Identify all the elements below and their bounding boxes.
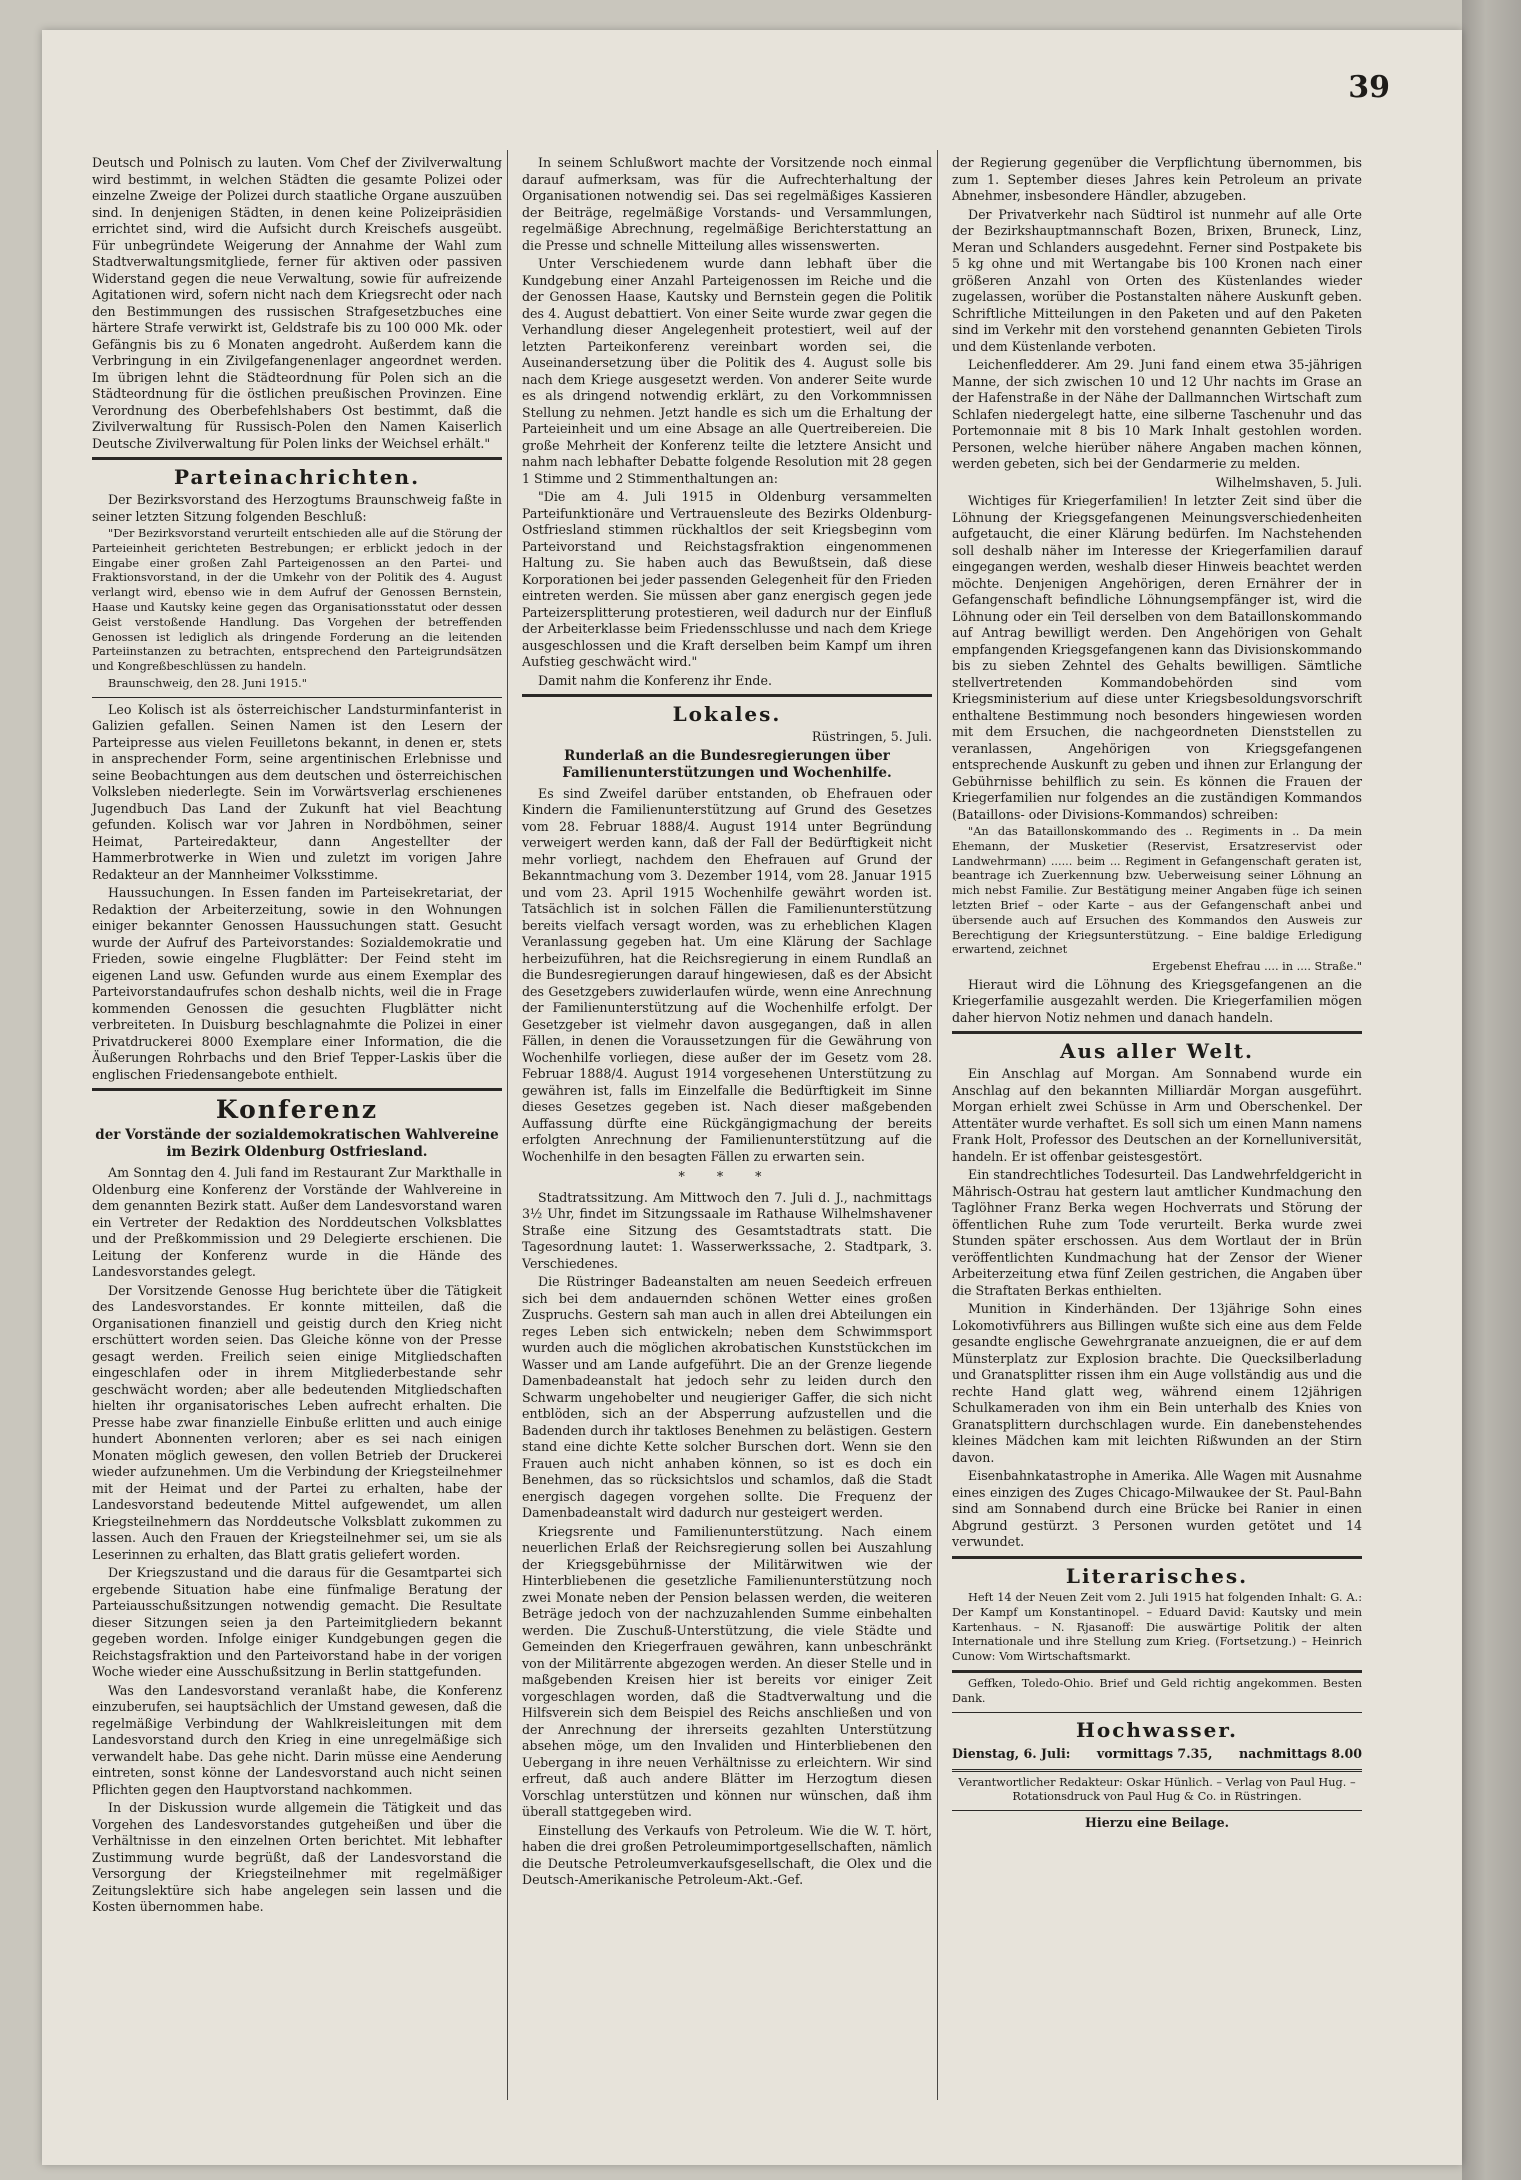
section-rule bbox=[522, 694, 932, 697]
article-text: Die Rüstringer Badeanstalten am neuen Seedeich erfreuen sich bei dem andauernden schönen Wetter eines großen Zuspruchs. Gestern sah man auch in allen drei Abteilungen ein reges Leben sich entwickeln; neben dem Schwimmsport wurden auch die möglichen akrobatischen Kunststückchen im Wasser und am Lande aufgeführt. Die an der Grenze liegende Damenbadeanstalt hat jedoch sehr zu leiden durch den Schwarm ungehobelter und neugieriger Gaffer, die sich nicht entblöden, sich an der Absperrung aufzustellen und die Badenden durch ihr taktloses Benehmen zu belästigen. Gestern stand eine dichte Kette solcher Burschen dort. Wenn sie den Frauen auch nicht anhaben können, so ist es doch ein Benehmen, das so rücksichtslos und schamlos, daß die Stadt energisch dagegen vorgehen sollte. Die Frequenz der Damenbadeanstalt wird dadurch nur gesteigert werden. bbox=[522, 1274, 932, 1520]
section-subheading: Runderlaß an die Bundesregierungen über Familienunterstützungen und Wochenhilfe. bbox=[562, 747, 892, 781]
column-rule bbox=[937, 150, 938, 2100]
article-text: Der Privatverkehr nach Südtirol ist nunmehr auf alle Orte der Bezirkshauptmannschaft Bozen, Brixen, Bruneck, Linz, Meran und Schlanders ausgedehnt. Ferner sind Postpakete bis 5 kg ohne und mit Wertangabe bis 100 Kronen nach einer größeren Anzahl von Orten des Küstenlandes wieder zugelassen, worüber die Postanstalten nähere Auskunft geben. Schriftliche Mitteilungen in den Paketen und auf den Paketen sind im Verkehr mit den vorstehend genannten Gebieten Tirols und dem Küstenlande verboten. bbox=[952, 206, 1362, 354]
article-quote: "An das Bataillonskommando des .. Regiments in .. Da mein Ehemann, der Musketier (Reservist, Ersatzreservist oder Landwehrmann) ...... beim ... Regiment in Gefangenschaft geraten ist, beantrage ich Zuerkennung bzw. Ueberweisung seiner Löhnung an mich nebst Familie. Zur Bestätigung meiner Angaben füge ich seinen letzten Brief – oder Karte – aus der Gefangenschaft anbei und übersende auch auf Ersuchen des Kommandos den Ausweis zur Berechtigung der Kriegsunterstützung. – Eine baldige Erledigung erwartend, zeichnet bbox=[952, 825, 1362, 957]
separator-stars: * * * bbox=[678, 1169, 776, 1184]
article-text: Unter Verschiedenem wurde dann lebhaft über die Kundgebung einer Anzahl Parteigenossen im Reiche und die der Genossen Haase, Kautsky und Bernstein gegen die Politik des 4. August debattiert. Von einer Seite wurde zwar gegen die Verhandlung dieser Angelegenheit protestiert, weil auf der letzten Parteikonferenz vereinbart worden sei, die Auseinandersetzung über die Politik des 4. August solle bis nach dem Kriege ausgesetzt werden. Von anderer Seite wurde es als dringend notwendig erklärt, zu den Vorkommnissen Stellung zu nehmen. Jetzt handle es sich um die Erhaltung der Parteieinheit und um eine Absage an alle Quertreibereien. Die große Mehrheit der Konferenz teilte die letztere Ansicht und nahm nach lebhafter Debatte folgende Resolution mit 28 gegen 1 Stimme und 2 Stimmenthaltungen an: bbox=[522, 256, 932, 486]
article-signature: Ergebenst Ehefrau .... in .... Straße." bbox=[1152, 960, 1362, 974]
divider bbox=[952, 1810, 1362, 1811]
article-text: Der Kriegszustand und die daraus für die Gesamtpartei sich ergebende Situation habe eine fünfmalige Beratung der Parteiausschußsitzungen notwendig gemacht. Die Resultate dieser Sitzungen seien ja den Parteimitgliedern bekannt gegeben worden. Infolge einiger Kundgebungen gegen die Reichstagsfraktion und den Parteivorstand habe in der vorigen Woche wieder eine Ausschußsitzung in Berlin stattgefunden. bbox=[92, 1565, 502, 1680]
section-heading-world: Aus aller Welt. bbox=[1059, 1039, 1254, 1064]
article-text: Ein standrechtliches Todesurteil. Das Landwehrfeldgericht in Mährisch-Ostrau hat gestern laut amtlicher Kundmachung den Taglöhner Franz Berka wegen Hochverrats und Störung der öffentlichen Ruhe zum Tode verurteilt. Berka wurde zwei Stunden später erschossen. Aus dem Wortlaut der in Brün veröffentlichten Kundmachung hat der Zensor der Wiener Arbeiterzeitung etwa fünf Zeilen gestrichen, die Angaben über die Straftaten Berkas enthielten. bbox=[952, 1167, 1362, 1298]
article-text: In der Diskussion wurde allgemein die Tätigkeit und das Vorgehen des Landesvorstandes gutgeheißen und über die Verhältnisse in den einzelnen Orten berichtet. Mit lebhafter Zustimmung wurde begrüßt, daß der Landesvorstand die Versorgung der Kriegsteilnehmer mit regelmäßiger Zeitungslektüre sich habe angelegen sein lassen und die Kosten übernommen habe. bbox=[92, 1800, 502, 1915]
tide-day: Dienstag, 6. Juli: bbox=[952, 1745, 1071, 1761]
article-text: Es sind Zweifel darüber entstanden, ob Ehefrauen oder Kindern die Familienunterstützung auf Grund des Gesetzes vom 28. Februar 1888/4. August 1914 unter Begründung verweigert werden kann, daß der Fall der Bedürftigkeit nicht mehr vorliegt, nachdem den Ehefrauen auf Grund der Bekanntmachung vom 3. Dezember 1914, vom 28. Januar 1915 und vom 23. April 1915 Wochenhilfe gewährt worden ist. Tatsächlich ist in solchen Fällen die Familienunterstützung bereits vielfach versagt worden, was zu erheblichen Klagen Veranlassung gegeben hat. Um eine Klärung der Sachlage herbeizuführen, hat die Reichsregierung in einem Rundlaß an die Bundesregierungen darauf hingewiesen, daß es der Absicht des Gesetzgebers zuwiderlaufen würde, wenn eine Anrechnung der Familienunterstützung auf die Wochenhilfe erfolgt. Der Gesetzgeber ist vielmehr davon ausgegangen, daß in allen Fällen, in denen die Voraussetzungen für die Gewährung von Wochenhilfe vorliegen, diese außer der im Gesetz vom 28. Februar 1888/4. August 1914 vorgesehenen Unterstützung zu gewähren ist, falls im Einzelfalle die Bedürftigkeit im Sinne dieses Gesetzes gegeben ist. Nach dieser maßgebenden Auffassung dürfte eine Rückgängigmachung der bereits erfolgten Anrechnung der Familienunterstützung auf die Wochenhilfe in den besagten Fällen zu erwarten sein. bbox=[522, 785, 932, 1164]
section-rule bbox=[92, 457, 502, 460]
supplement-note: Hierzu eine Beilage. bbox=[1085, 1815, 1229, 1831]
article-dateline: Rüstringen, 5. Juli. bbox=[811, 729, 932, 744]
article-text: Hieraut wird die Löhnung des Kriegsgefangenen an die Kriegerfamilie ausgezahlt werden. Die Kriegerfamilien mögen daher hiervon Notiz nehmen und danach handeln. bbox=[952, 976, 1362, 1025]
tide-table-row bbox=[952, 1745, 1362, 1763]
article-text: Kriegsrente und Familienunterstützung. Nach einem neuerlichen Erlaß der Reichsregierung sollen bei Auszahlung der Kriegsgebührnisse der Militärwitwen wie der Hinterbliebenen die gesetzliche Familienunterstützung noch zwei Monate neben der Pension belassen werden, die weiteren Beträge jedoch von der nachzuzahlenden Summe einbehalten werden. Die Zuschuß-Unterstützung, die viele Städte und Gemeinden den Kriegerfrauen gewähren, kann unbeschränkt von der Militärrente abgezogen werden. An dieser Stelle und in maßgebenden Kreisen hier ist bereits vor einiger Zeit vorgeschlagen worden, daß die Stadtverwaltung und die Hilfsverein sich dem Beispiel des Reichs anschließen und von der Anrechnung der ihrerseits gezahlten Unterstützung absehen möge, um den Invaliden und Hinterbliebenen den Uebergang in ihre neuen Verhältnisse zu erleichtern. Wir sind erfreut, daß auch andere Blätter im Herzogtum diesen Vorschlag unterstützen und können nur wünschen, daß ihm überall stattgegeben wird. bbox=[522, 1523, 932, 1819]
divider bbox=[952, 1712, 1362, 1713]
article-text: In seinem Schlußwort machte der Vorsitzende noch einmal darauf aufmerksam, was für die Aufrechterhaltung der Organisationen notwendig sei. Das sei regelmäßiges Kassieren der Beiträge, regelmäßige Vorstands- und Versammlungen, regelmäßige Abrechnung, regelmäßige Berichterstattung an die Presse und schnelle Mitteilung alles wissenswerten. bbox=[522, 155, 932, 253]
page-number: 39 bbox=[1348, 70, 1390, 105]
book-gutter bbox=[1462, 0, 1521, 2180]
section-heading-local: Lokales. bbox=[672, 702, 782, 726]
section-heading-conference: Konferenz bbox=[215, 1095, 379, 1125]
article-text: Am Sonntag den 4. Juli fand im Restaurant Zur Markthalle in Oldenburg eine Konferenz der Vorstände der Wahlvereine in dem genannten Bezirk statt. Außer dem Landesvorstand waren ein Vertreter der Redaktion des Norddeutschen Volksblattes und der Preßkommission und 29 Delegierte erschienen. Die Leitung der Konferenz wurde in die Hände des Landesvorstandes gelegt. bbox=[92, 1165, 502, 1280]
article-quote: "Die am 4. Juli 1915 in Oldenburg versammelten Parteifunktionäre und Vertrauensleute des Bezirks Oldenburg-Ostfriesland stimmen rückhaltlos der seit Kriegsbeginn vom Parteivorstand und Reichstagsfraktion eingenommenen Haltung zu. Sie haben auch das Bewußtsein, daß diese Korporationen bei jeder passenden Gelegenheit für den Frieden eintreten werden. Sie müssen aber ganz energisch gegen jede Parteizersplitterung protestieren, weil dadurch nur der Einfluß der Arbeiterklasse beim Friedensschlusse und nach dem Kriege ausgeschlossen und die Kraft derselben beim Kampf um ihren Aufstieg geschwächt wird." bbox=[522, 489, 932, 669]
imprint: Verantwortlicher Redakteur: Oskar Hünlich. – Verlag von Paul Hug. – Rotationsdruck von Paul Hug & Co. in Rüstringen. bbox=[958, 1775, 1356, 1804]
column-1 bbox=[92, 155, 502, 1918]
section-rule bbox=[92, 1088, 502, 1091]
section-heading-party-news: Parteinachrichten. bbox=[173, 465, 421, 489]
article-text: der Regierung gegenüber die Verpflichtung übernommen, bis zum 1. September dieses Jahres kein Petroleum an private Abnehmer, insbesondere Händler, abzugeben. bbox=[952, 155, 1362, 203]
column-rule bbox=[507, 150, 508, 2100]
article-text: Damit nahm die Konferenz ihr Ende. bbox=[538, 672, 772, 688]
article-text: Deutsch und Polnisch zu lauten. Vom Chef der Zivilverwaltung wird bestimmt, in welchen Städten die gesamte Polizei oder einzelne Zweige der Polizei durch staatliche Organe auszuüben sind. In denjenigen Städten, in denen keine Polizeipräsidien errichtet sind, wird die Aufsicht durch Kreischefs ausgeübt. Für unbegründete Weigerung der Annahme der Wahl zum Stadtverwaltungsmitgliede, ferner für aktiven oder passiven Widerstand gegen die neue Verwaltung, sowie für aufreizende Agitationen wird, sofern nicht nach dem Kriegsrecht oder nach den Bestimmungen des russischen Strafgesetzbuches eine härtere Strafe verwirkt ist, Geldstrafe bis zu 100 000 Mk. oder Gefängnis bis zu 6 Monaten angedroht. Außerdem kann die Verbringung in ein Zivilgefangenenlager angeordnet werden. Im übrigen lehnt die Städteordnung für Polen sich an die Städteordnung für die östlichen preußischen Provinzen. Eine Verordnung des Oberbefehlshabers Ost bestimmt, daß die Zivilverwaltung für Russisch-Polen den Namen Kaiserlich Deutsche Zivilverwaltung für Polen links der Weichsel erhält." bbox=[92, 155, 502, 451]
column-3 bbox=[952, 155, 1362, 1834]
article-text: Eisenbahnkatastrophe in Amerika. Alle Wagen mit Ausnahme eines einzigen des Zuges Chicago-Milwaukee der St. Paul-Bahn sind am Sonnabend durch eine Brücke bei Ranier in einen Abgrund gestürzt. 3 Personen wurden getötet und 14 verwundet. bbox=[952, 1468, 1362, 1550]
section-heading-literary: Literarisches. bbox=[1065, 1563, 1249, 1588]
article-text: Einstellung des Verkaufs von Petroleum. Wie die W. T. hört, haben die drei großen Petroleumimportgesellschaften, nämlich die Deutsche Petroleumverkaufsgesellschaft, die Olex und die Deutsch-Amerikanische Petroleum-Akt.-Gef. bbox=[522, 1822, 932, 1887]
article-text: Haussuchungen. In Essen fanden im Parteisekretariat, der Redaktion der Arbeiterzeitung, sowie in den Wohnungen einiger bekannter Genossen Haussuchungen statt. Gesucht wurde der Aufruf des Parteivorstandes: Sozialdemokratie und Frieden, sowie eingelne Flugblätter: Der Feind steht im eigenen Land usw. Gefunden wurde aus einem Exemplar des Parteivorstandaufrufes schon deshalb nichts, weil die in Frage kommenden Genossen die gesuchten Flugblätter nicht verbreiteten. In Duisburg beschlagnahmte die Polizei in einer Privatdruckerei 8000 Exemplare einer Information, die die Äußerungen Rohrbachs und den Brief Tepper-Laskis über die englischen Friedensangebote enthielt. bbox=[92, 885, 502, 1082]
article-text: Wichtiges für Kriegerfamilien! In letzter Zeit sind über die Löhnung der Kriegsgefangenen Meinungsverschiedenheiten aufgetaucht, die einer Klärung bedürfen. Im Nachstehenden soll deshalb näher im Interesse der Kriegerfamilien darauf eingegangen werden, weshalb dieser Hinweis beachtet werden möchte. Denjenigen Angehörigen, deren Ernährer der in Gefangenschaft befindliche Löhnungsempfänger ist, wird die Löhnung oder ein Teil derselben von dem Bataillonskommando auf Antrag bewilligt werden. Den Angehörigen von Gehalt empfangenden Kriegsgefangenen kann das Divisionskommando bis zu sieben Zehntel des Gehalts bewilligen. Sämtliche stellvertretenden Kommandobehörden sind vom Kriegsministerium auf diese unter Kriegsbesoldungsvorschrift enthaltene Bestimmung noch besonders hingewiesen worden mit dem Ersuchen, die nachgeordneten Dienststellen zu veranlassen, Angehörigen von Kriegsgefangenen entsprechende Auskunft zu geben und ihnen zur Erlangung der Gebührnisse behilflich zu sein. Es können die Frauen der Kriegerfamilien nur folgendes an die zuständigen Kommandos (Bataillons- oder Divisions-Kommandos) schreiben: bbox=[952, 493, 1362, 822]
article-text: Ein Anschlag auf Morgan. Am Sonnabend wurde ein Anschlag auf den bekannten Milliardär Morgan ausgeführt. Morgan erhielt zwei Schüsse in Arm und Oberschenkel. Der Attentäter wurde verhaftet. Es soll sich um einen Mann namens Frank Holt, Professor des Deutschen an der Kornelluniversität, handeln. Er ist offenbar geistesgestört. bbox=[952, 1066, 1362, 1164]
letterbox-text: Geffken, Toledo-Ohio. Brief und Geld richtig angekommen. Besten Dank. bbox=[952, 1676, 1362, 1705]
section-rule bbox=[952, 1670, 1362, 1673]
article-dateline: Braunschweig, den 28. Juni 1915." bbox=[108, 676, 307, 690]
section-heading-high-water: Hochwasser. bbox=[1075, 1717, 1239, 1742]
article-text: Stadtratssitzung. Am Mittwoch den 7. Juli d. J., nachmittags 3½ Uhr, findet im Sitzungssaale im Rathause Wilhelmshavener Straße eine Sitzung des Gesamtstadtrats statt. Die Tagesordnung lautet: 1. Wasserwerkssache, 2. Stadtpark, 3. Verschiedenes. bbox=[522, 1189, 932, 1271]
article-text: Der Bezirksvorstand des Herzogtums Braunschweig faßte in seiner letzten Sitzung folgenden Beschluß: bbox=[92, 492, 502, 524]
section-rule bbox=[952, 1556, 1362, 1559]
tide-morning: vormittags 7.35, bbox=[1096, 1745, 1213, 1761]
article-quote: "Der Bezirksvorstand verurteilt entschieden alle auf die Störung der Parteieinheit gerichteten Bestrebungen; er erblickt jedoch in der Eingabe einer großen Zahl Parteigenossen an den Partei- und Fraktionsvorstand, in der die Umkehr von der Politik des 4. August verlangt wird, ebenso wie in dem Aufruf der Genossen Bernstein, Haase und Kautsky keine gegen das Organisationsstatut oder dessen Geist verstoßende Handlung. Das Vorgehen der betreffenden Genossen ist lediglich als dringende Forderung an die leitenden Parteiinstanzen zu betrachten, entsprechend den Parteigrundsätzen und Kongreßbeschlüssen zu handeln. bbox=[92, 527, 502, 674]
section-rule bbox=[952, 1031, 1362, 1034]
divider bbox=[92, 697, 502, 698]
article-text: Leo Kolisch ist als österreichischer Landsturminfanterist in Galizien gefallen. Seinen Namen ist den Lesern der Parteipresse aus vielen Feuilletons bekannt, in denen er, stets in ansprechender Form, seine argentinischen Erlebnisse und seine Beobachtungen aus dem deutschen und österreichischen Volksleben niederlegte. Sein im Vorwärtsverlag erschienenes Jugendbuch Das Land der Zukunft hat viel Beachtung gefunden. Kolisch war vor Jahren in Nordböhmen, seiner Heimat, Parteiredakteur, dann Angestellter der Hammerbrotwerke in Wien und zuletzt im vorigen Jahre Redakteur an der Mannheimer Volksstimme. bbox=[92, 701, 502, 882]
section-subheading: der Vorstände der sozialdemokratischen Wahlvereine im Bezirk Oldenburg Ostfriesland. bbox=[95, 1127, 499, 1161]
article-dateline: Wilhelmshaven, 5. Juli. bbox=[1215, 474, 1362, 490]
article-text: Heft 14 der Neuen Zeit vom 2. Juli 1915 hat folgenden Inhalt: G. A.: Der Kampf um Konstantinopel. – Eduard David: Kautsky und mein Kartenhaus. – N. Rjasanoff: Die auswärtige Politik der alten Internationale und ihre Stellung zum Krieg. (Fortsetzung.) – Heinrich Cunow: Vom Wirtschaftsmarkt. bbox=[952, 1590, 1362, 1664]
article-text: Was den Landesvorstand veranlaßt habe, die Konferenz einzuberufen, sei hauptsächlich der Umstand gewesen, daß die regelmäßige Verbindung der Wahlkreisleitungen mit dem Landesvorstand durch den Krieg in eine unregelmäßige sich verwandelt habe. Das gehe nicht. Darin müsse eine Aenderung eintreten, sonst könne der Landesvorstand auch nicht seinen Pflichten gegen den Hauptvorstand nachkommen. bbox=[92, 1682, 502, 1797]
tide-afternoon: nachmittags 8.00 bbox=[1239, 1745, 1362, 1761]
article-text: Munition in Kinderhänden. Der 13jährige Sohn eines Lokomotivführers aus Billingen wußte sich eine aus dem Felde gesandte englische Gewehrgranate anzueignen, die er auf dem Münsterplatz zur Explosion brachte. Die Quecksilberladung und Granatsplitter rissen ihm ein Auge vollständig aus und die rechte Hand glatt weg, während einem 12jährigen Schulkameraden von ihm ein Bein unterhalb des Knies von Granatsplittern durchschlagen wurde. Ein danebenstehendes kleines Mädchen kam mit leichten Rißwunden an der Stirn davon. bbox=[952, 1301, 1362, 1465]
newspaper-page bbox=[42, 30, 1462, 2165]
column-2 bbox=[522, 155, 932, 1891]
article-text: Leichenfledderer. Am 29. Juni fand einem etwa 35-jährigen Manne, der sich zwischen 10 und 12 Uhr nachts im Grase an der Hafenstraße in der Nähe der Dallmannchen Wirtschaft zum Schlafen niedergelegt hatte, eine silberne Taschenuhr und das Portemonnaie mit 8 bis 10 Mark Inhalt gestohlen worden. Personen, welche hierüber nähere Angaben machen können, werden gebeten, sich bei der Gendarmerie zu melden. bbox=[952, 357, 1362, 471]
section-rule bbox=[952, 1769, 1362, 1772]
article-text: Der Vorsitzende Genosse Hug berichtete über die Tätigkeit des Landesvorstandes. Er konnte mitteilen, daß die Organisationen finanziell und geistig durch den Krieg nicht erschüttert worden seien. Das Gleiche könne von der Presse gesagt werden. Freilich seien einige Mitgliedschaften eingeschlafen oder in ihrem Mitgliederbestande sehr geschwächt worden; aber alle bedeutenden Mitgliedschaften hielten ihr organisatorisches Leben aufrecht erhalten. Die Presse habe zwar finanzielle Einbuße erlitten und auch einige hundert Abonnenten verloren; aber es sei nach einigen Monaten möglich gewesen, den vollen Betrieb der Druckerei wieder aufzunehmen. Um die Verbindung der Kriegsteilnehmer mit der Heimat und der Partei zu erhalten, habe der Landesvorstand bedeutende Mittel aufgewendet, um allen Kriegsteilnehmern das Norddeutsche Volksblatt zukommen zu lassen. Auch den Frauen der Kriegsteilnehmer sei, um sie als Leserinnen zu erhalten, das Blatt gratis geliefert worden. bbox=[92, 1282, 502, 1562]
